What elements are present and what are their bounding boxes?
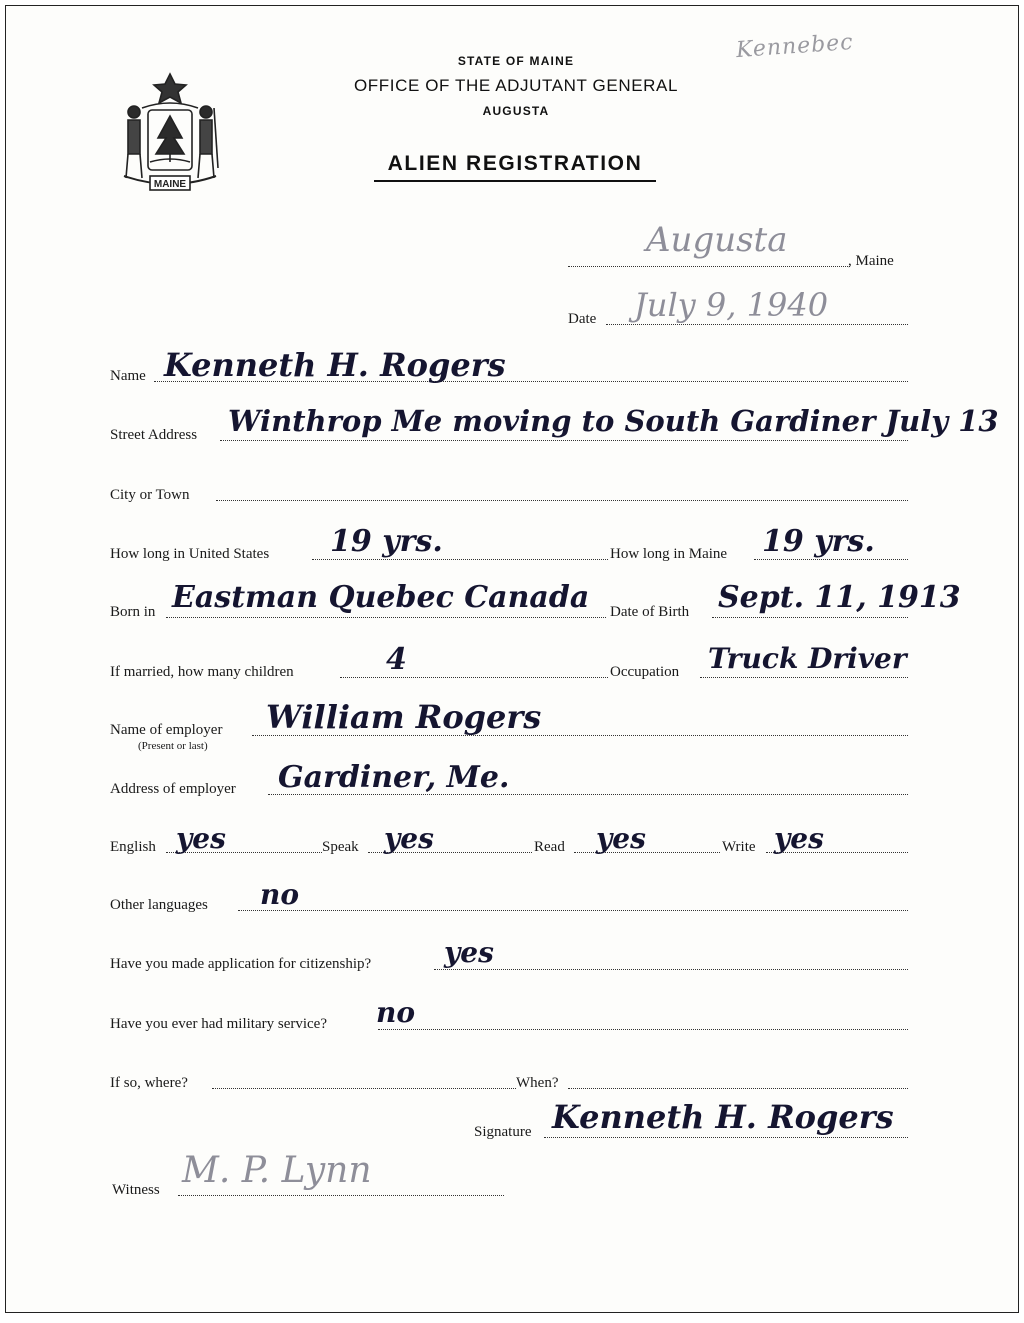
- citizenship-value: yes: [444, 936, 494, 969]
- read-value: yes: [596, 822, 646, 855]
- born-in-label: Born in: [110, 604, 156, 620]
- registration-form: [5, 5, 1019, 1313]
- witness-line: [178, 1195, 504, 1196]
- date-value: July 9, 1940: [634, 286, 829, 324]
- employer-name-label: Name of employer: [110, 722, 223, 738]
- place-value: Augusta: [646, 220, 788, 260]
- place-line: [568, 266, 850, 267]
- witness-value: M. P. Lynn: [182, 1150, 372, 1191]
- street-address-value: Winthrop Me moving to South Gardiner July 13: [228, 404, 999, 438]
- read-label: Read: [534, 839, 565, 855]
- employer-address-value: Gardiner, Me.: [278, 760, 510, 795]
- how-long-us-value: 19 yrs.: [330, 524, 443, 559]
- write-value: yes: [774, 822, 824, 855]
- occupation-line: [700, 677, 908, 678]
- write-label: Write: [722, 839, 756, 855]
- employer-address-label: Address of employer: [110, 781, 236, 797]
- street-address-line: [220, 440, 908, 441]
- date-line: [606, 324, 908, 325]
- form-title: ALIEN REGISTRATION: [374, 152, 656, 182]
- signature-value: Kenneth H. Rogers: [552, 1098, 894, 1136]
- where-label: If so, where?: [110, 1075, 188, 1091]
- military-value: no: [376, 996, 416, 1029]
- children-value: 4: [386, 642, 407, 677]
- other-languages-line: [238, 910, 908, 911]
- street-address-label: Street Address: [110, 427, 198, 443]
- children-line: [340, 677, 608, 678]
- citizenship-label: Have you made application for citizenship?: [110, 956, 372, 972]
- when-line: [568, 1088, 908, 1089]
- how-long-maine-line: [754, 559, 908, 560]
- citizenship-line: [434, 969, 908, 970]
- how-long-maine-label: How long in Maine: [610, 546, 728, 562]
- name-value: Kenneth H. Rogers: [164, 346, 506, 384]
- how-long-maine-value: 19 yrs.: [762, 524, 875, 559]
- born-in-value: Eastman Quebec Canada: [172, 580, 590, 615]
- where-line: [212, 1088, 516, 1089]
- other-languages-label: Other languages: [110, 897, 208, 913]
- date-of-birth-label: Date of Birth: [610, 604, 690, 620]
- date-of-birth-value: Sept. 11, 1913: [718, 580, 961, 615]
- employer-name-sublabel: (Present or last): [138, 740, 208, 752]
- county-note: Kennebec: [735, 29, 855, 64]
- maine-seal-icon: [114, 68, 226, 196]
- office-heading: OFFICE OF THE ADJUTANT GENERAL: [353, 76, 679, 95]
- occupation-label: Occupation: [610, 664, 680, 680]
- when-label: When?: [516, 1075, 559, 1091]
- english-label: English: [110, 839, 156, 855]
- military-line: [378, 1029, 908, 1030]
- state-heading: STATE OF MAINE: [457, 54, 575, 68]
- date-label: Date: [568, 311, 597, 327]
- military-label: Have you ever had military service?: [110, 1016, 327, 1032]
- born-in-line: [166, 617, 606, 618]
- date-of-birth-line: [712, 617, 908, 618]
- signature-label: Signature: [474, 1124, 532, 1140]
- how-long-us-line: [312, 559, 608, 560]
- place-suffix: , Maine: [848, 253, 894, 269]
- employer-name-value: William Rogers: [266, 698, 542, 736]
- city-or-town-label: City or Town: [110, 487, 190, 503]
- speak-label: Speak: [322, 839, 359, 855]
- witness-label: Witness: [112, 1182, 160, 1198]
- english-value: yes: [176, 822, 226, 855]
- children-label: If married, how many children: [110, 664, 294, 680]
- seal-label: MAINE: [153, 179, 187, 190]
- name-label: Name: [110, 368, 146, 384]
- city-or-town-line: [216, 500, 908, 501]
- speak-value: yes: [384, 822, 434, 855]
- how-long-us-label: How long in United States: [110, 546, 270, 562]
- occupation-value: Truck Driver: [708, 642, 907, 675]
- city-heading: AUGUSTA: [482, 104, 550, 118]
- other-languages-value: no: [260, 878, 300, 911]
- signature-line: [544, 1137, 908, 1138]
